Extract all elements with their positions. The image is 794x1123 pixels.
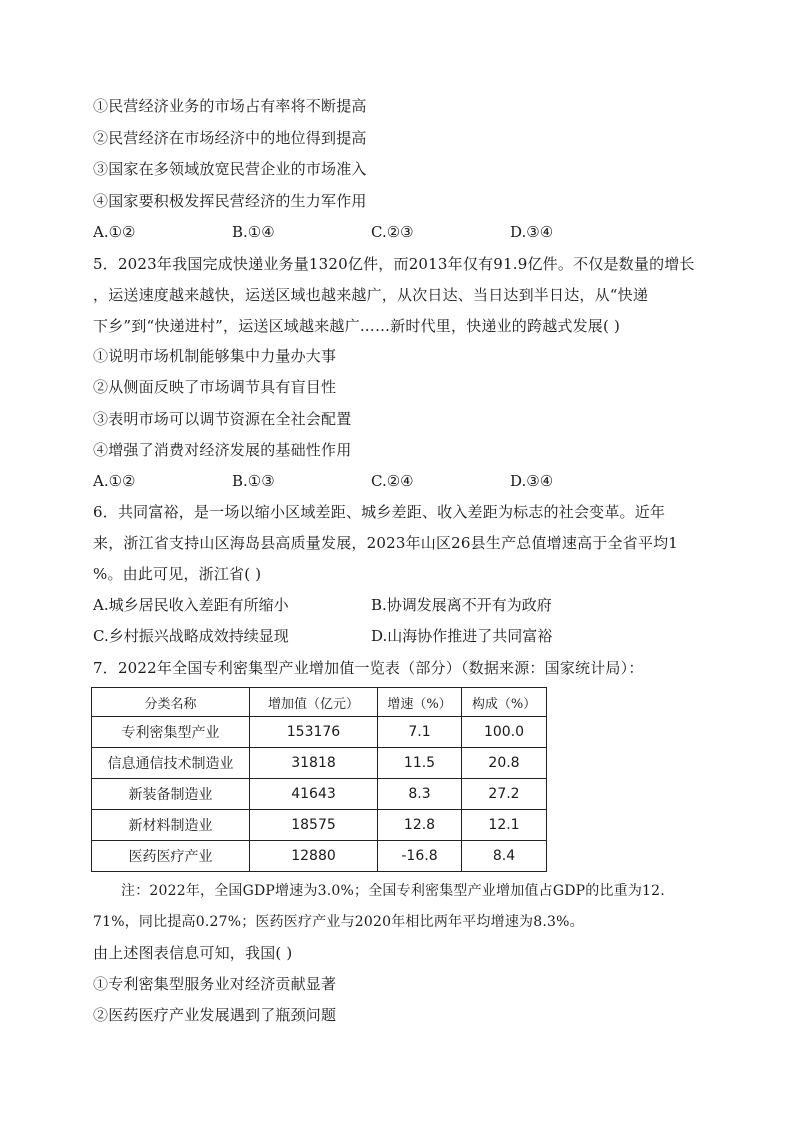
q6-option-d[interactable]: D.山海协作推进了共同富裕 bbox=[371, 627, 553, 645]
q7-note-line-2: 71%，同比提高0.27%；医药医疗产业与2020年相比两年平均增速为8.3%。 bbox=[93, 914, 584, 930]
table-row bbox=[92, 748, 547, 779]
table-cell: 信息通信技术制造业 bbox=[92, 748, 250, 779]
table-cell: 100.0 bbox=[462, 717, 547, 748]
table-header-cell: 增速（%） bbox=[378, 688, 462, 717]
q4-item-1: ①民营经济业务的市场占有率将不断提高 bbox=[93, 97, 367, 115]
table-cell: 27.2 bbox=[462, 779, 547, 810]
q7-question: 由上述图表信息可知，我国( ) bbox=[93, 944, 293, 962]
q5-stem-line-2: ，运送速度越来越快，运送区域也越来越广，从次日达、当日达到半日达，从“快递 bbox=[93, 286, 649, 304]
table-header-cell: 构成（%） bbox=[462, 688, 547, 717]
table-cell: 12.8 bbox=[378, 810, 462, 841]
table-cell: 8.4 bbox=[462, 841, 547, 872]
table-cell: 41643 bbox=[250, 779, 378, 810]
table-cell: 7.1 bbox=[378, 717, 462, 748]
table-cell: 20.8 bbox=[462, 748, 547, 779]
q4-option-c[interactable]: C.②③ bbox=[371, 223, 414, 241]
table-cell: 31818 bbox=[250, 748, 378, 779]
q5-option-b[interactable]: B.①③ bbox=[232, 472, 275, 490]
q4-item-4: ④国家要积极发挥民营经济的生力军作用 bbox=[93, 192, 367, 210]
q6-option-c[interactable]: C.乡村振兴战略成效持续显现 bbox=[93, 627, 289, 645]
table-header-cell: 增加值（亿元） bbox=[250, 688, 378, 717]
q4-item-2: ②民营经济在市场经济中的地位得到提高 bbox=[93, 129, 367, 147]
q7-note-line-1: 注：2022年，全国GDP增速为3.0%；全国专利密集型产业增加值占GDP的比重为12. bbox=[121, 883, 665, 899]
q5-item-3: ③表明市场可以调节资源在全社会配置 bbox=[93, 410, 352, 428]
table-row bbox=[92, 717, 547, 748]
q7-stem: 7．2022年全国专利密集型产业增加值一览表（部分）（数据来源：国家统计局）： bbox=[93, 659, 644, 677]
table-row bbox=[92, 779, 547, 810]
q6-option-a[interactable]: A.城乡居民收入差距有所缩小 bbox=[93, 596, 289, 614]
table-cell: 专利密集型产业 bbox=[92, 717, 250, 748]
q5-stem-line-1: 5．2023年我国完成快递业务量1320亿件，而2013年仅有91.9亿件。不仅是数量的增长 bbox=[93, 255, 695, 273]
q5-option-a[interactable]: A.①② bbox=[93, 472, 136, 490]
q5-item-2: ②从侧面反映了市场调节具有盲目性 bbox=[93, 378, 337, 396]
table-cell: 12880 bbox=[250, 841, 378, 872]
q4-option-b[interactable]: B.①④ bbox=[232, 223, 275, 241]
table-cell: -16.8 bbox=[378, 841, 462, 872]
table-cell: 12.1 bbox=[462, 810, 547, 841]
table-cell: 新装备制造业 bbox=[92, 779, 250, 810]
q4-option-d[interactable]: D.③④ bbox=[510, 223, 554, 241]
q6-stem-line-2: 来，浙江省支持山区海岛县高质量发展，2023年山区26县生产总值增速高于全省平均1 bbox=[93, 534, 679, 552]
table-header-cell: 分类名称 bbox=[92, 688, 250, 717]
q5-item-4: ④增强了消费对经济发展的基础性作用 bbox=[93, 441, 352, 459]
table-cell: 医药医疗产业 bbox=[92, 841, 250, 872]
q6-stem-line-1: 6．共同富裕，是一场以缩小区域差距、城乡差距、收入差距为标志的社会变革。近年 bbox=[93, 503, 666, 521]
q4-item-3: ③国家在多领域放宽民营企业的市场准入 bbox=[93, 160, 367, 178]
q5-item-1: ①说明市场机制能够集中力量办大事 bbox=[93, 347, 337, 365]
q5-option-c[interactable]: C.②④ bbox=[371, 472, 414, 490]
table-header-row bbox=[92, 688, 547, 717]
q7-item-2: ②医药医疗产业发展遇到了瓶颈问题 bbox=[93, 1006, 337, 1024]
q6-option-b[interactable]: B.协调发展离不开有为政府 bbox=[371, 596, 552, 614]
table-row bbox=[92, 841, 547, 872]
table-cell: 8.3 bbox=[378, 779, 462, 810]
table-row bbox=[92, 810, 547, 841]
q5-option-d[interactable]: D.③④ bbox=[510, 472, 554, 490]
table-cell: 11.5 bbox=[378, 748, 462, 779]
q5-stem-line-3: 下乡”到“快递进村”，运送区域越来越广……新时代里，快递业的跨越式发展( ) bbox=[93, 317, 621, 335]
patent-industry-table bbox=[91, 687, 547, 872]
table-cell: 新材料制造业 bbox=[92, 810, 250, 841]
table-cell: 18575 bbox=[250, 810, 378, 841]
q4-option-a[interactable]: A.①② bbox=[93, 223, 136, 241]
q7-item-1: ①专利密集型服务业对经济贡献显著 bbox=[93, 975, 337, 993]
q6-stem-line-3: %。由此可见，浙江省( ) bbox=[93, 565, 262, 583]
table-cell: 153176 bbox=[250, 717, 378, 748]
